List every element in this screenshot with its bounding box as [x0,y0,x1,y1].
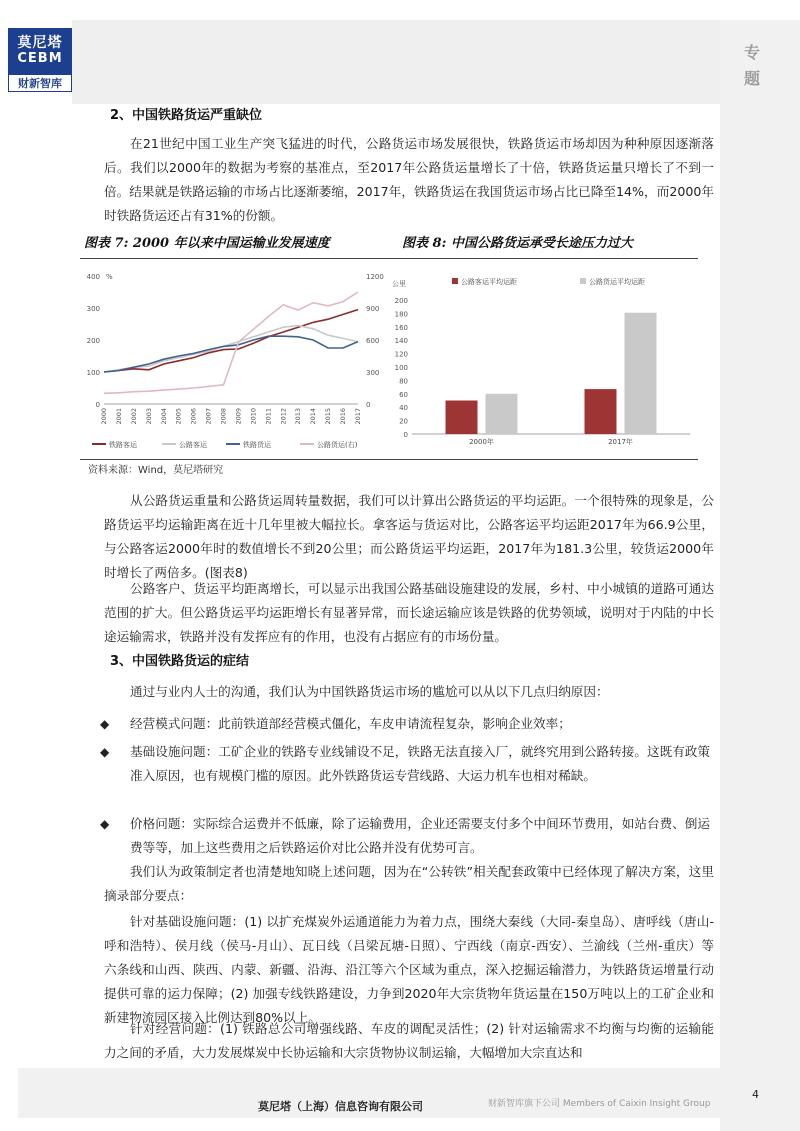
y-tick-label: 200 [394,297,408,305]
legend-label: 公路货运平均运距 [589,278,645,286]
x-tick-label: 2013 [294,408,303,425]
y-right-tick-label: 0 [366,401,371,409]
x-tick-label: 2010 [249,408,258,425]
x-tick-label: 2001 [114,408,123,425]
legend-label: 铁路货运 [243,441,271,449]
paragraph-1: 在21世纪中国工业生产突飞猛进的时代，公路货运市场发展很快，铁路货运市场却因为种种原因逐渐落后。我们以2000年的数据为考察的基准点，至2017年公路货运量增长了十倍，铁路货运量只增长了不到一倍。结果就是铁路运输的市场占比逐渐萎缩，2017年，铁路货运在我国货运市场占比已降至14%，而2000年时铁路货运还占有31%的份额。 [104,136,714,223]
footer-band [18,1068,720,1118]
figure-8-title: 图表 8: 中国公路货运承受长途压力过大 [402,236,633,251]
figure-source: 资料来源：Wind，莫尼塔研究 [88,465,224,476]
paragraph-6: 针对经营问题：(1) 铁路总公司增强线路、车皮的调配灵活性；(2) 针对运输需求不均衡与均衡的运输能力之间的矛盾，大力发展煤炭中长协运输和大宗货物协议制运输，大幅增加大宗直达和 [104,1021,714,1060]
x-tick-label: 2017 [354,408,362,425]
x-tick-label: 2007 [204,408,213,425]
bullet-text: 基础设施问题：工矿企业的铁路专业线铺设不足，铁路无法直接入厂，就终究用到公路转接。这既有政策准入原因，也有规模门槛的原因。此外铁路货运专营线路、大运力机车也相对稀缺。 [130,744,710,783]
y-tick-label: 40 [399,404,408,413]
x-tick-label: 2003 [144,408,153,425]
legend-label: 公路货运(右) [317,441,358,449]
y-tick-label: 100 [394,364,408,372]
section-tag: 专题 [744,43,761,88]
logo-text-en: CEBM [17,51,63,66]
bullet-text: 价格问题：实际综合运费并不低廉，除了运输费用，企业还需要支付多个中间环节费用，如站台费、倒运费等等，加上这些费用之后铁路运价对比公路并没有优势可言。 [130,816,710,855]
x-tick-label: 2017年 [608,438,633,446]
legend-swatch [452,278,458,284]
bullet-text: 经营模式问题：此前铁道部经营模式僵化，车皮申请流程复杂，影响企业效率； [130,716,571,731]
y-right-tick-label: 900 [366,305,380,313]
x-tick-label: 2000 [100,408,108,425]
figure-top-rule [80,258,698,259]
bar [625,313,657,434]
series-line [104,292,358,393]
x-tick-label: 2008 [219,408,228,425]
chart-transport-growth [80,262,390,457]
logo-text-sub: 财新智库 [8,74,72,92]
x-tick-label: 2002 [129,408,138,425]
y-right-tick-label: 600 [366,337,380,345]
y-left-unit-label: % [106,273,113,281]
y-left-tick-label: 400 [86,273,100,281]
legend-label: 公路客运平均运距 [461,278,517,286]
y-unit-label: 公里 [392,280,406,288]
y-left-tick-label: 100 [86,369,100,377]
paragraph-2: 从公路货运重量和公路货运周转量数据，我们可以计算出公路货运的平均运距。一个很特殊的现象是，公路货运平均运输距离在近十几年里被大幅拉长。拿客运与货运对比，公路客运平均运距2017年为66.9公里，与公路客运2000年时的数值增长不到20公里；而公路货运平均运距，2017年为181.3公里，较货运2000年时增长了两倍多。(图表8) [104,493,714,580]
y-tick-label: 180 [394,310,408,319]
company-logo [8,28,72,92]
x-tick-label: 2015 [324,408,333,425]
y-tick-label: 20 [399,417,408,426]
paragraph-5: 针对基础设施问题：(1) 以扩充煤炭外运通道能力为着力点，围绕大秦线（大同-秦皇岛）、唐呼线（唐山-呼和浩特）、侯月线（侯马-月山）、瓦日线（吕梁瓦塘-日照）、宁西线（南京-西安）、兰渝线（兰州-重庆）等六条线和山西、陕西、内蒙、新疆、沿海、沿江等六个区域为重点，深入挖掘运输潜力，为铁路货运增量行动提供可靠的运力保障；(2) 加强专线铁路建设，力争到2020年大宗货物年货运量在150万吨以上的工矿企业和新建物流园区接入比例达到80%以上。 [104,914,714,1025]
page-number: 4 [752,1088,759,1101]
chart-avg-distance [390,262,700,457]
x-tick-label: 2004 [159,408,168,425]
y-tick-label: 0 [403,431,408,439]
diamond-bullet-icon: ◆ [100,717,110,731]
footer-group: 财新智库旗下公司 Members of Caixin Insight Group [488,1099,711,1109]
figure-7-title: 图表 7: 2000 年以来中国运输业发展速度 [84,236,330,251]
bar [486,394,518,434]
y-left-tick-label: 300 [86,305,100,313]
x-tick-label: 2014 [309,408,318,425]
legend-swatch [580,278,586,284]
paragraph-intro: 通过与业内人士的沟通，我们认为中国铁路货运市场的尴尬可以从以下几点归纳原因： [130,684,609,699]
y-left-tick-label: 200 [86,337,100,345]
figure-bottom-rule [80,459,698,460]
y-tick-label: 140 [394,337,408,346]
paragraph-4: 我们认为政策制定者也清楚地知晓上述问题，因为在“公转铁”相关配套政策中已经体现了解决方案，这里摘录部分要点： [104,864,714,903]
x-tick-label: 2012 [279,408,288,425]
x-tick-label: 2006 [189,408,198,425]
x-tick-label: 2000年 [469,438,494,446]
y-right-tick-label: 300 [366,369,380,377]
y-tick-label: 60 [399,390,408,399]
bar [585,389,617,434]
y-tick-label: 80 [399,377,408,386]
bar [446,401,478,435]
logo-text-cn: 莫尼塔 [17,35,63,51]
paragraph-3: 公路客户、货运平均距离增长，可以显示出我国公路基础设施建设的发展，乡村、中小城镇的道路可通达范围的扩大。但公路货运平均运距增长有显著异常，而长途运输应该是铁路的优势领域，说明对于内陆的中长途运输需求，铁路并没有发挥应有的作用，也没有占据应有的市场份量。 [104,581,714,644]
y-left-tick-label: 0 [95,401,100,409]
header-band [72,20,720,104]
x-tick-label: 2016 [339,408,348,425]
legend-label: 公路客运 [179,441,207,449]
x-tick-label: 2011 [264,408,273,425]
footer-company: 莫尼塔（上海）信息咨询有限公司 [258,1100,423,1113]
y-tick-label: 120 [394,350,408,359]
section-heading-3: 3、中国铁路货运的症结 [110,654,250,669]
y-right-tick-label: 1200 [366,273,384,281]
x-tick-label: 2009 [234,408,243,425]
side-band [720,0,800,1131]
section-heading-2: 2、中国铁路货运严重缺位 [110,108,263,123]
legend-label: 铁路客运 [109,441,137,449]
diamond-bullet-icon: ◆ [100,745,110,759]
diamond-bullet-icon: ◆ [100,817,110,831]
y-tick-label: 160 [394,323,408,332]
x-tick-label: 2005 [174,408,183,425]
